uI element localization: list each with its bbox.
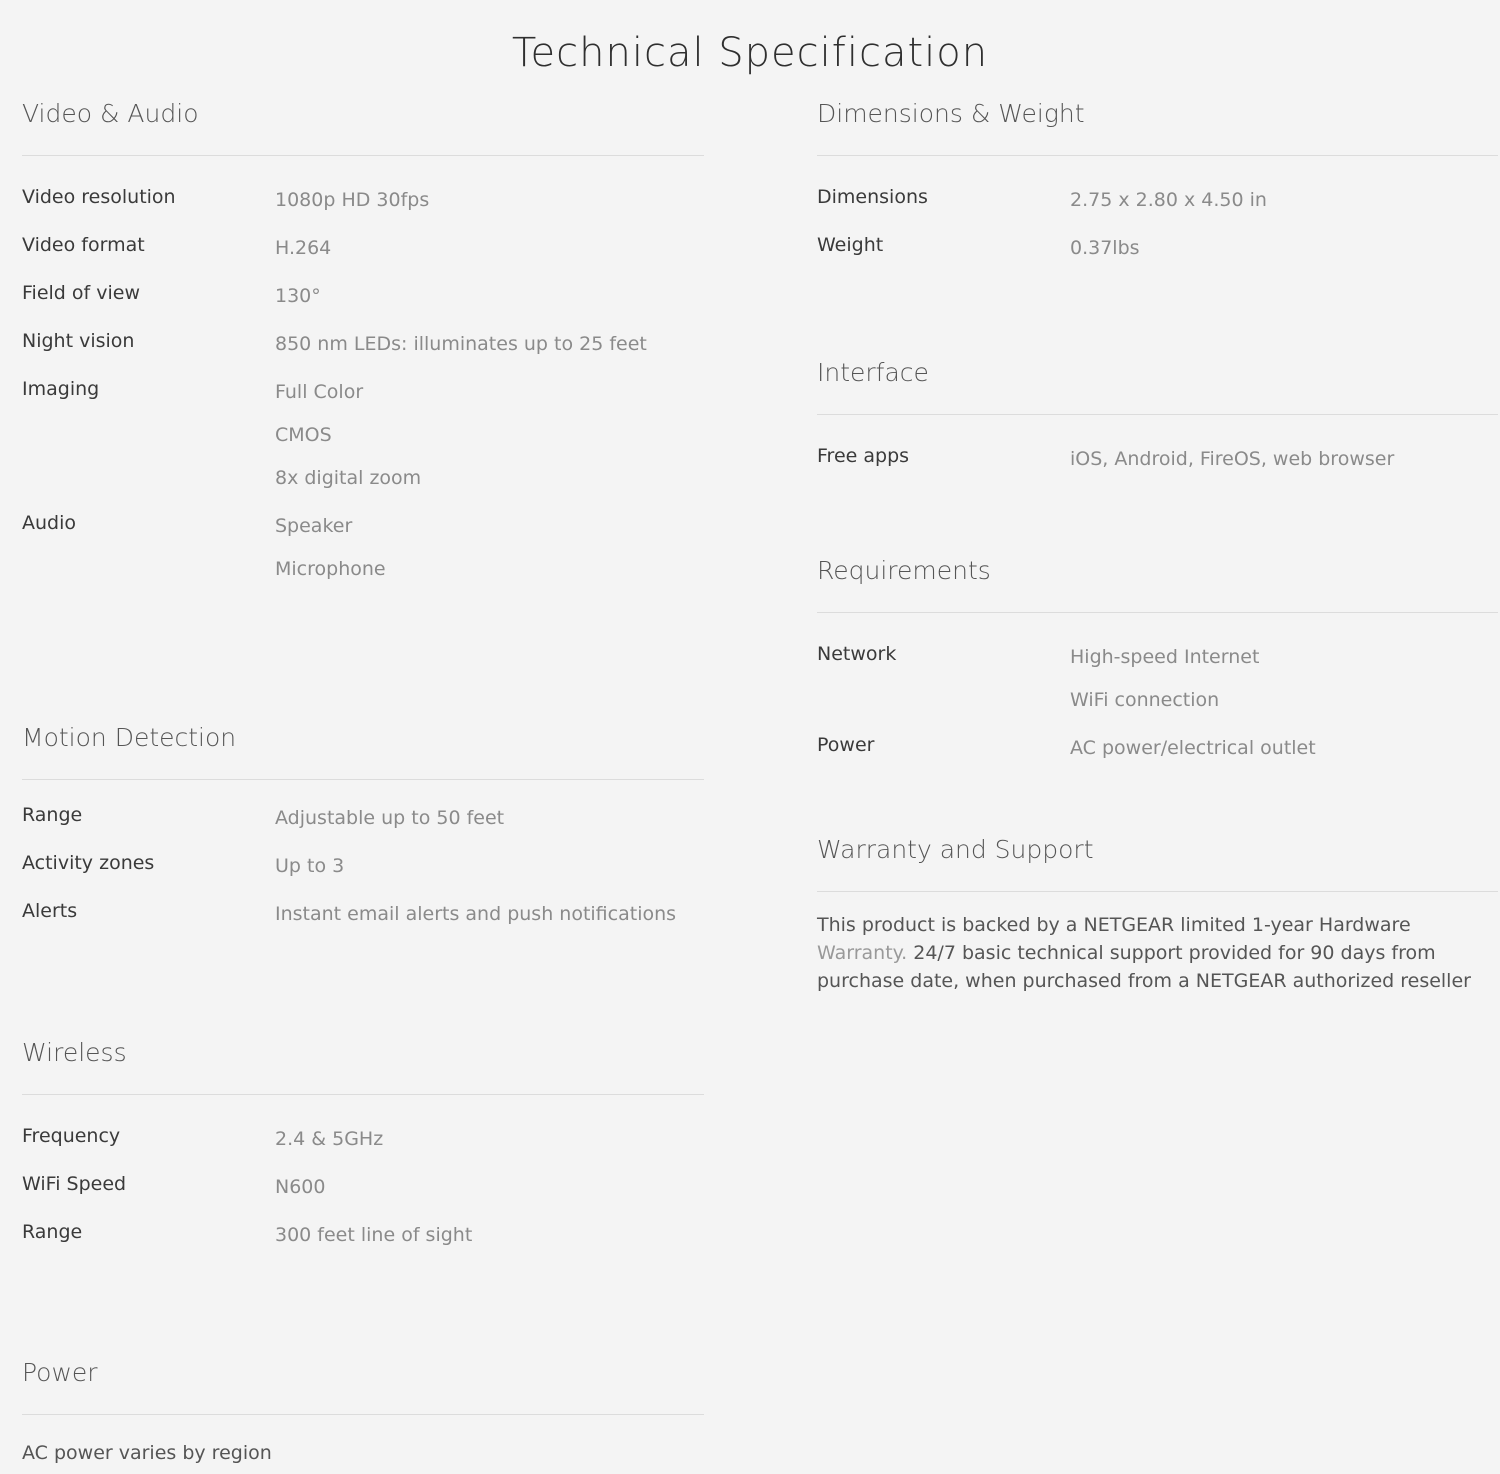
divider [22, 155, 704, 156]
section-heading: Warranty and Support [817, 835, 1094, 864]
spec-label: Network [817, 643, 897, 665]
spec-value: 0.37lbs [1070, 237, 1140, 259]
divider [817, 414, 1498, 415]
spec-value: 1080p HD 30fps [275, 189, 430, 211]
spec-row [22, 377, 704, 490]
spec-rows [22, 803, 704, 947]
spec-value: H.264 [275, 237, 332, 259]
spec-values [275, 329, 704, 356]
divider [22, 779, 704, 780]
spec-rows [817, 642, 1498, 781]
spec-label: Frequency [22, 1125, 121, 1147]
spec-row [22, 1124, 704, 1151]
spec-values [1070, 444, 1498, 471]
spec-row [817, 444, 1498, 471]
spec-label: WiFi Speed [22, 1173, 127, 1195]
spec-values [275, 377, 704, 490]
spec-row [22, 329, 704, 356]
spec-label: Range [22, 804, 83, 826]
divider [22, 1414, 704, 1415]
spec-values [275, 1220, 704, 1247]
section-heading: Wireless [22, 1038, 127, 1067]
spec-label: Video resolution [22, 186, 176, 208]
spec-row [22, 281, 704, 308]
section-wireless [22, 1038, 704, 1246]
spec-rows [817, 444, 1498, 492]
spec-row [22, 511, 704, 581]
spec-label: Dimensions [817, 186, 928, 208]
spec-label: Free apps [817, 445, 910, 467]
spec-value: CMOS [275, 424, 332, 446]
section-warranty [817, 835, 1498, 992]
spec-label: Audio [22, 512, 77, 534]
divider [22, 1094, 704, 1095]
spec-row [22, 899, 704, 926]
spec-values [275, 233, 704, 260]
section-dimensions-weight [817, 99, 1498, 259]
section-requirements [817, 556, 1498, 759]
spec-values [275, 511, 704, 581]
spec-values [1070, 733, 1498, 760]
spec-value: 850 nm LEDs: illuminates up to 25 feet [275, 333, 647, 355]
spec-values [275, 1124, 704, 1151]
section-video-audio [22, 99, 704, 580]
spec-row [22, 851, 704, 878]
spec-label: Weight [817, 234, 884, 256]
spec-value: High-speed Internet [1070, 646, 1260, 668]
spec-value: iOS, Android, FireOS, web browser [1070, 448, 1395, 470]
spec-value: Adjustable up to 50 feet [275, 807, 505, 829]
spec-values [275, 281, 704, 308]
spec-value: 2.4 & 5GHz [275, 1128, 384, 1150]
spec-value: AC power/electrical outlet [1070, 737, 1316, 759]
page-title: Technical Specification [511, 29, 989, 76]
spec-row [22, 233, 704, 260]
spec-value: Up to 3 [275, 855, 345, 877]
divider [817, 155, 1498, 156]
spec-value: N600 [275, 1176, 326, 1198]
spec-value: Speaker [275, 515, 353, 537]
spec-row [817, 233, 1498, 260]
spec-label: Range [22, 1221, 83, 1243]
spec-label: Night vision [22, 330, 135, 352]
spec-values [275, 851, 704, 878]
section-heading: Power [22, 1358, 98, 1387]
spec-row [22, 185, 704, 212]
divider [817, 891, 1498, 892]
divider [817, 612, 1498, 613]
section-motion-detection [22, 723, 704, 925]
spec-value: 300 feet line of sight [275, 1224, 473, 1246]
spec-label: Imaging [22, 378, 100, 400]
spec-row [817, 185, 1498, 212]
spec-row [22, 803, 704, 830]
section-heading: Requirements [817, 556, 991, 585]
spec-values [275, 1172, 704, 1199]
spec-value: Full Color [275, 381, 364, 403]
spec-row [22, 1220, 704, 1247]
spec-values [1070, 233, 1498, 260]
spec-label: Power [817, 734, 875, 756]
spec-rows [817, 185, 1498, 281]
spec-row [22, 1172, 704, 1199]
spec-values [275, 185, 704, 212]
spec-value: Microphone [275, 558, 386, 580]
spec-row [817, 642, 1498, 712]
spec-values [1070, 185, 1498, 212]
spec-value: WiFi connection [1070, 689, 1220, 711]
spec-value: Instant email alerts and push notifications [275, 903, 677, 925]
spec-values [275, 803, 704, 830]
spec-value: 8x digital zoom [275, 467, 422, 489]
spec-label: Video format [22, 234, 145, 256]
warranty-text-rest: 24/7 basic technical support provided for 90 days from purchase date, when purchased from a NETGEAR authorized reseller [817, 942, 1471, 992]
spec-row [817, 733, 1498, 760]
section-power [22, 1358, 704, 1464]
section-heading: Dimensions & Weight [817, 99, 1085, 128]
spec-label: Activity zones [22, 852, 155, 874]
section-heading: Motion Detection [22, 723, 237, 752]
spec-rows [22, 185, 704, 602]
spec-value: 2.75 x 2.80 x 4.50 in [1070, 189, 1267, 211]
spec-values [275, 899, 704, 926]
spec-label: Field of view [22, 282, 140, 304]
spec-values [1070, 642, 1498, 712]
section-interface [817, 358, 1498, 470]
section-heading: Interface [817, 358, 929, 387]
warranty-text-main: This product is backed by a NETGEAR limited 1-year Hardware [817, 914, 1411, 936]
spec-label: Alerts [22, 900, 78, 922]
warranty-link[interactable]: Warranty. [817, 942, 908, 964]
power-text: AC power varies by region [22, 1442, 272, 1464]
warranty-text [817, 911, 1487, 995]
spec-value: 130° [275, 285, 321, 307]
spec-rows [22, 1124, 704, 1268]
section-heading: Video & Audio [22, 99, 199, 128]
